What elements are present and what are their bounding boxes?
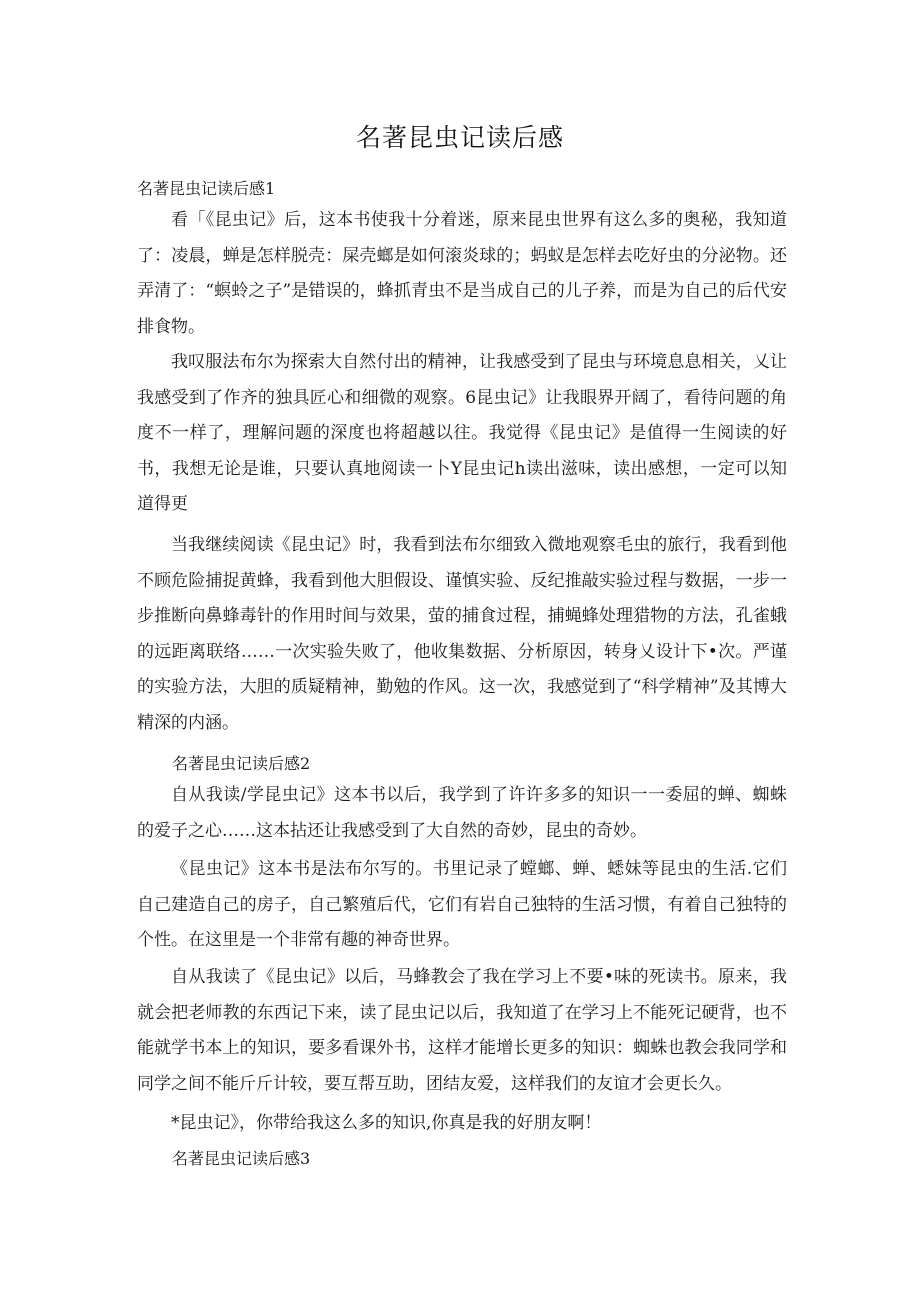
paragraph: 《昆虫记》这本书是法布尔写的。书里记录了螳螂、蝉、蟋妹等昆虫的生活.它们自己建造自己的房子，自己繁殖后代，它们有岩自己独特的生活习惯，有着自己独特的个性。在这里是一个非常有趣的神奇世界。 <box>137 859 787 950</box>
paragraph: 我叹服法布尔为探索大自然付出的精神，让我感受到了昆虫与环境息息相关，乂让我感受到了作齐的独具匠心和细微的观察。6昆虫记》让我眼界开阔了，看待问题的角度不一样了，理解问题的深度也将超越以往。我觉得《昆虫记》是值得一生阅读的好书，我想无论是谁，只要认真地阅读一卜Y昆虫记h读出滋味，读出感想，一定可以知道得更 <box>137 352 787 514</box>
document-title: 名著昆虫记读后感 <box>355 123 564 152</box>
paragraph: *昆虫记》，你带给我这么多的知识,你真是我的好朋友啊！ <box>171 1113 602 1133</box>
paragraph: 当我继续阅读《昆虫记》时，我看到法布尔细致入微地观察毛虫的旅行，我看到他不顾危险捕捉黄蜂，我看到他大胆假设、谨慎实验、反纪推敲实验过程与数据，一步一步推断向鼻蜂毒针的作用时间与效果，萤的捕食过程，捕蝇蜂处理猎物的方法，孔雀蛾的远距离联络……一次实验失败了，他收集数据、分析原因，转身乂设计下•次。严谨的实验方法，大胆的质疑精神，勤勉的作风。这一次，我感觉到了“科学精神”及其博大精深的内涵。 <box>137 535 787 733</box>
paragraph: 看「《昆虫记》后，这本书使我十分着迷，原来昆虫世界有这么多的奥秘，我知道了：凌晨，蝉是怎样脱壳：屎壳螂是如何滚炎球的；蚂蚁是怎样去吃好虫的分泌物。还弄清了：“螟蛉之子”是错误的，蜂抓青虫不是当成自己的儿子养，而是为自己的后代安排食物。 <box>137 210 787 337</box>
paragraph: 自从我读了《昆虫记》以后，马蜂教会了我在学习上不要•味的死读书。原来，我就会把老师教的东西记下来，读了昆虫记以后，我知道了在学习上不能死记硬背，也不能就学书本上的知识，要多看课外书，这样才能增长更多的知识：蜘蛛也教会我同学和同学之间不能斤斤计较，要互帮互助，团结友爱，这样我们的友谊才会更长久。 <box>137 967 787 1094</box>
section-heading-3: 名著昆虫记读后感3 <box>172 1149 311 1168</box>
section-heading-2: 名著昆虫记读后感2 <box>172 754 311 773</box>
paragraph: 自从我读/学昆虫记》这本书以后，我学到了许许多多的知识一一委屈的蝉、蜘蛛的爱子之心……这本拈还让我感受到了大自然的奇妙，昆虫的奇妙。 <box>137 785 787 841</box>
section-heading-1: 名著昆虫记读后感1 <box>137 179 276 198</box>
